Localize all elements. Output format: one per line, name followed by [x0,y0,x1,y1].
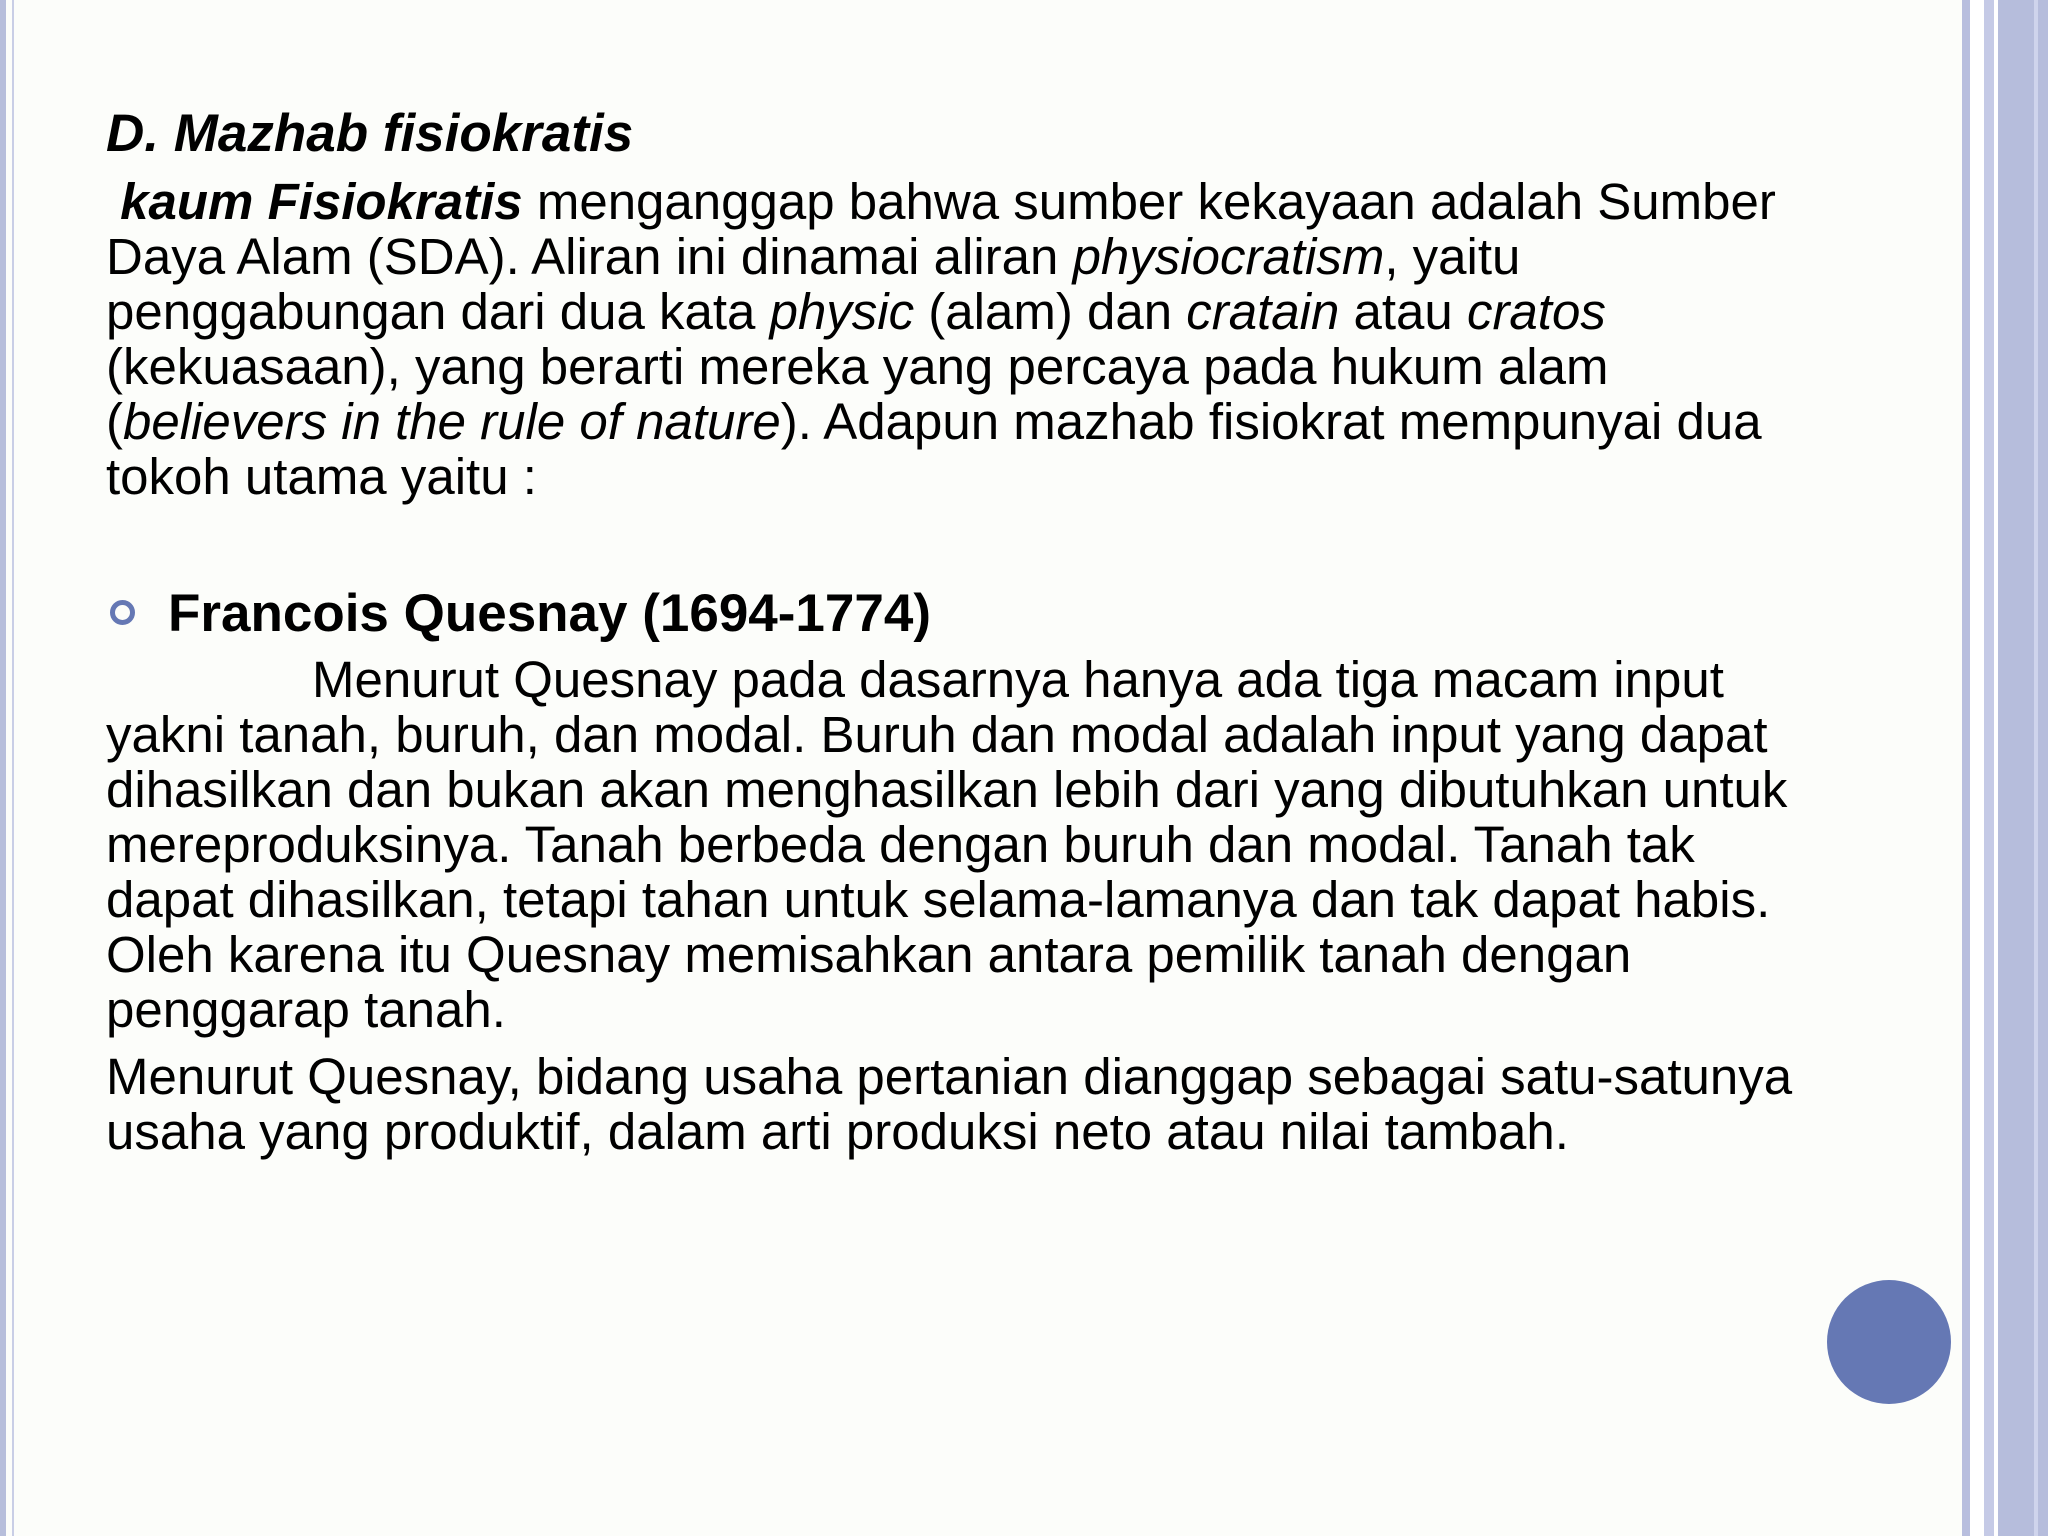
intro-italic-term: cratos [1466,283,1606,340]
right-decor-stripe [1984,0,1994,1536]
decorative-circle [1827,1280,1951,1404]
intro-paragraph [106,174,1806,504]
right-decor-gap [1970,0,1984,1536]
right-decor-line [2034,0,2038,1536]
intro-text: (alam) dan [914,283,1187,340]
slide-content [106,104,1806,1159]
ring-bullet-icon [110,600,135,625]
slide-heading: D. Mazhab fisiokratis [106,104,634,163]
right-decor-band [1998,0,2048,1536]
left-border-thin-line [12,0,14,1536]
quesnay-conclusion-paragraph: Menurut Quesnay, bidang usaha pertanian dianggap sebagai satu-satunya usaha yang produktif, dalam arti produksi neto atau nilai tambah. [106,1048,1793,1160]
bullet-item [106,582,1806,646]
left-border-line [0,0,6,1536]
quesnay-paragraph: Menurut Quesnay pada dasarnya hanya ada tiga macam input yakni tanah, buruh, dan modal. Buruh dan modal adalah input yang dapat dihasilkan dan bukan akan menghasilkan lebih dari yang dibutuhkan untuk mereproduksinya. Tanah berbeda dengan buruh dan modal. Tanah tak dapat dihasilkan, tetapi tahan untuk selama-lamanya dan tak dapat habis. Oleh karena itu Quesnay memisahkan antara pemilik tanah dengan penggarap tanah. [106,651,1788,1038]
intro-text: ). Adapun mazhab fisiokrat mempunyai dua tokoh utama yaitu : [106,393,1762,505]
intro-text: atau [1339,283,1467,340]
intro-italic-term: cratain [1186,283,1340,340]
bullet-text: Francois Quesnay (1694-1774) [168,584,931,643]
intro-italic-term: physic [769,283,915,340]
intro-text: (kekuasaan), yang berarti mereka yang percaya pada hukum alam ( [106,338,1609,450]
intro-text: menganggap bahwa sumber kekayaan adalah Sumber Daya Alam (SDA). Aliran ini dinamai aliran [106,173,1776,285]
intro-lead-bold: kaum Fisiokratis [120,173,523,230]
intro-italic-term: physiocratism [1072,228,1385,285]
intro-text: , yaitu penggabungan dari dua kata [106,228,1521,340]
right-decor-stripe [1962,0,1970,1536]
intro-italic-term: believers in the rule of nature [122,393,781,450]
